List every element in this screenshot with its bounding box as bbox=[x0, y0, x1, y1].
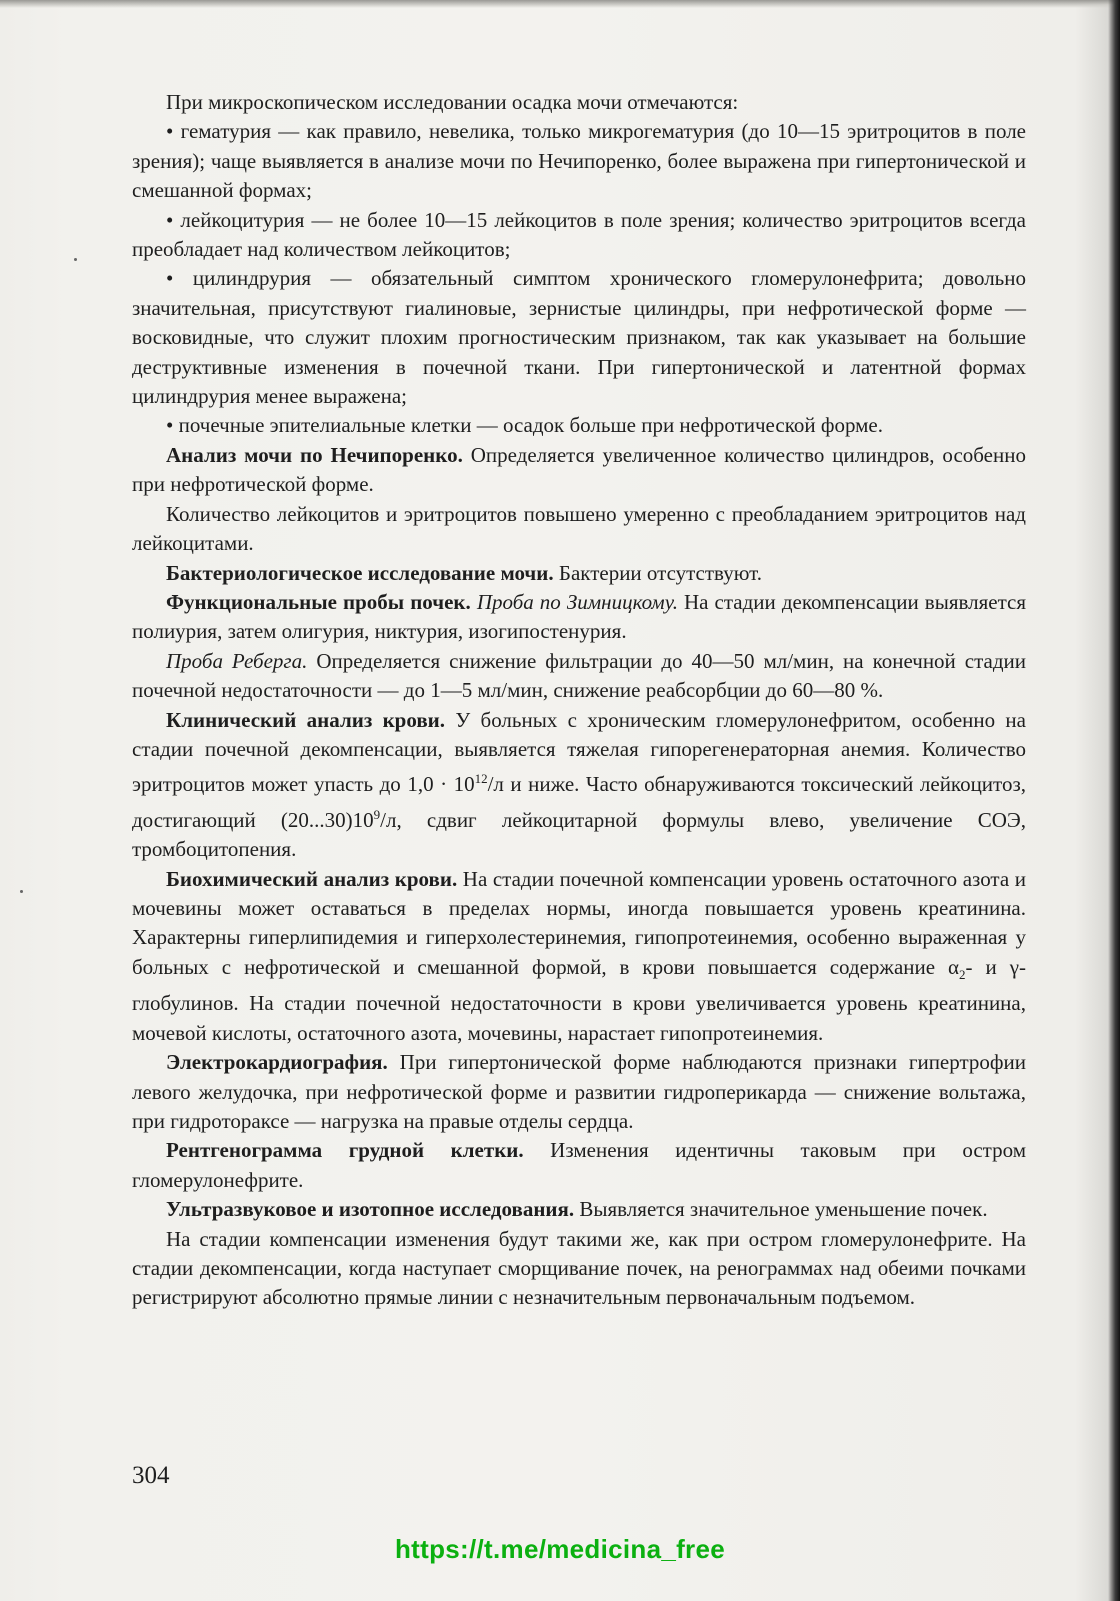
paragraph-text: При гипертонической форме наблюдаются признаки гипертрофии левого желудочка, при нефротической форме и развитии гидроперикарда — снижение вольтажа, при гидротораксе — нагрузка на правые отделы сердца. bbox=[132, 1050, 1026, 1133]
paragraph-heading: Электрокардиография. bbox=[166, 1050, 388, 1075]
paragraph-text: При микроскопическом исследовании осадка мочи отмечаются: bbox=[166, 90, 739, 114]
paragraph-heading: Анализ мочи по Нечипоренко. bbox=[166, 442, 463, 467]
paragraph-text: У больных с хроническим гломерулонефритом, особенно на стадии почечной декомпенсации, выявляется тяжелая гипорегенераторная анемия. Количество эритроцитов может упасть до 1,0 · 10 bbox=[132, 707, 1026, 797]
list-item-text: • почечные эпителиальные клетки — осадок больше при нефротической форме. bbox=[166, 413, 883, 438]
paragraph-text: На стадии компенсации изменения будут такими же, как при остром гломерулонефрите. На стадии декомпенсации, когда наступает сморщивание почек, на ренограммах над обеими почками регистрируют абсолютно прямые линии с незначительным первоначальным подъемом. bbox=[132, 1226, 1026, 1310]
list-item-text: • лейкоцитурия — не более 10—15 лейкоцитов в поле зрения; количество эритроцитов всегда преобладает над количеством лейкоцитов; bbox=[132, 207, 1026, 262]
page-right-shadow bbox=[1108, 0, 1120, 1601]
paragraph-heading: Рентгенограмма грудной клетки. bbox=[166, 1138, 524, 1163]
paragraph-text: Бактерии отсутствуют. bbox=[553, 560, 763, 585]
paragraph bbox=[132, 1136, 1026, 1195]
list-item-text: • гематурия — как правило, невелика, только микрогематурия (до 10—15 эритроцитов в поле зрения); чаще выявляется в анализе мочи по Нечипоренко, более выражена при гипертонической и смешанной формах; bbox=[132, 119, 1026, 203]
paragraph-text: Определяется снижение фильтрации до 40—50 мл/мин, на конечной стадии почечной недостаточности — до 1—5 мл/мин, снижение реабсорбции до 60—80 %. bbox=[132, 648, 1027, 703]
list-item-text: • цилиндрурия — обязательный симптом хронического гломерулонефрита; довольно значительная, присутствуют гиалиновые, зернистые цилиндры, при нефротической форме — восковидные, что служит плохим прогностическим признаком, так как указывает на большие деструктивные изменения в почечной ткани. При гипертонической и латентной формах цилиндрурия менее выражена; bbox=[132, 266, 1026, 409]
paragraph-text: /л и ниже. Часто обнаруживаются токсический лейкоцитоз, достигающий (20...30)10 bbox=[132, 772, 1026, 832]
paragraph-text: Выявляется значительное уменьшение почек. bbox=[574, 1197, 988, 1222]
paragraph-text: Количество лейкоцитов и эритроцитов повышено умеренно с преобладанием эритроцитов над лейкоцитами. bbox=[132, 501, 1026, 556]
paragraph bbox=[132, 647, 1026, 706]
body-text bbox=[132, 88, 1026, 1313]
paragraph-heading: Биохимический анализ крови. bbox=[166, 866, 458, 891]
page-top-shadow bbox=[0, 0, 1120, 8]
paragraph-text: На стадии декомпенсации выявляется полиурия, затем олигурия, никтурия, изогипостенурия. bbox=[132, 589, 1026, 644]
paragraph bbox=[132, 1195, 1026, 1224]
page-number: 304 bbox=[132, 1462, 170, 1489]
subscript: 2 bbox=[959, 966, 966, 982]
list-item bbox=[132, 206, 1026, 265]
paragraph bbox=[132, 500, 1026, 559]
paragraph bbox=[132, 88, 1026, 117]
paragraph bbox=[132, 865, 1026, 1049]
list-item bbox=[132, 264, 1026, 411]
paragraph-heading: Клинический анализ крови. bbox=[166, 707, 446, 732]
paragraph bbox=[132, 1048, 1026, 1136]
paragraph bbox=[132, 441, 1026, 500]
speck bbox=[74, 258, 77, 261]
paragraph bbox=[132, 559, 1026, 588]
paragraph-text: Изменения идентичны таковым при остром гломерулонефрите. bbox=[132, 1138, 1026, 1192]
paragraph bbox=[132, 588, 1026, 647]
paragraph-text: На стадии почечной компенсации уровень остаточного азота и мочевины может оставаться в пределах нормы, иногда повышается уровень креатинина. Характерны гиперлипидемия и гиперхолестеринемия, гипопротеинемия, особенно выраженная у больных с нефротической и смешанной формой, в крови повышается содержание α bbox=[132, 866, 1026, 979]
paragraph-subheading: Проба Реберга. bbox=[166, 648, 308, 673]
list-item bbox=[132, 117, 1026, 205]
superscript: 9 bbox=[373, 806, 381, 822]
speck bbox=[20, 890, 23, 893]
superscript: 12 bbox=[474, 771, 488, 787]
paragraph-subheading: Проба по Зимницкому. bbox=[470, 589, 678, 614]
paragraph bbox=[132, 1225, 1026, 1313]
list-item bbox=[132, 411, 1026, 440]
paragraph-text: Определяется увеличенное количество цилиндров, особенно при нефротической форме. bbox=[132, 442, 1026, 497]
paragraph-heading: Бактериологическое исследование мочи. bbox=[166, 560, 554, 585]
paragraph-text: - и γ-глобулинов. На стадии почечной недостаточности в крови увеличивается уровень креатинина, мочевой кислоты, остаточного азота, мочевины, нарастает гипопротеинемия. bbox=[132, 954, 1026, 1045]
paragraph-heading: Ультразвуковое и изотопное исследования. bbox=[166, 1197, 575, 1222]
footer-link[interactable]: https://t.me/medicina_free bbox=[395, 1534, 725, 1564]
paragraph-text: /л, сдвиг лейкоцитарной формулы влево, увеличение СОЭ, тромбоцитопения. bbox=[132, 807, 1026, 862]
paragraph-heading: Функциональные пробы почек. bbox=[166, 589, 471, 614]
paragraph bbox=[132, 706, 1026, 865]
